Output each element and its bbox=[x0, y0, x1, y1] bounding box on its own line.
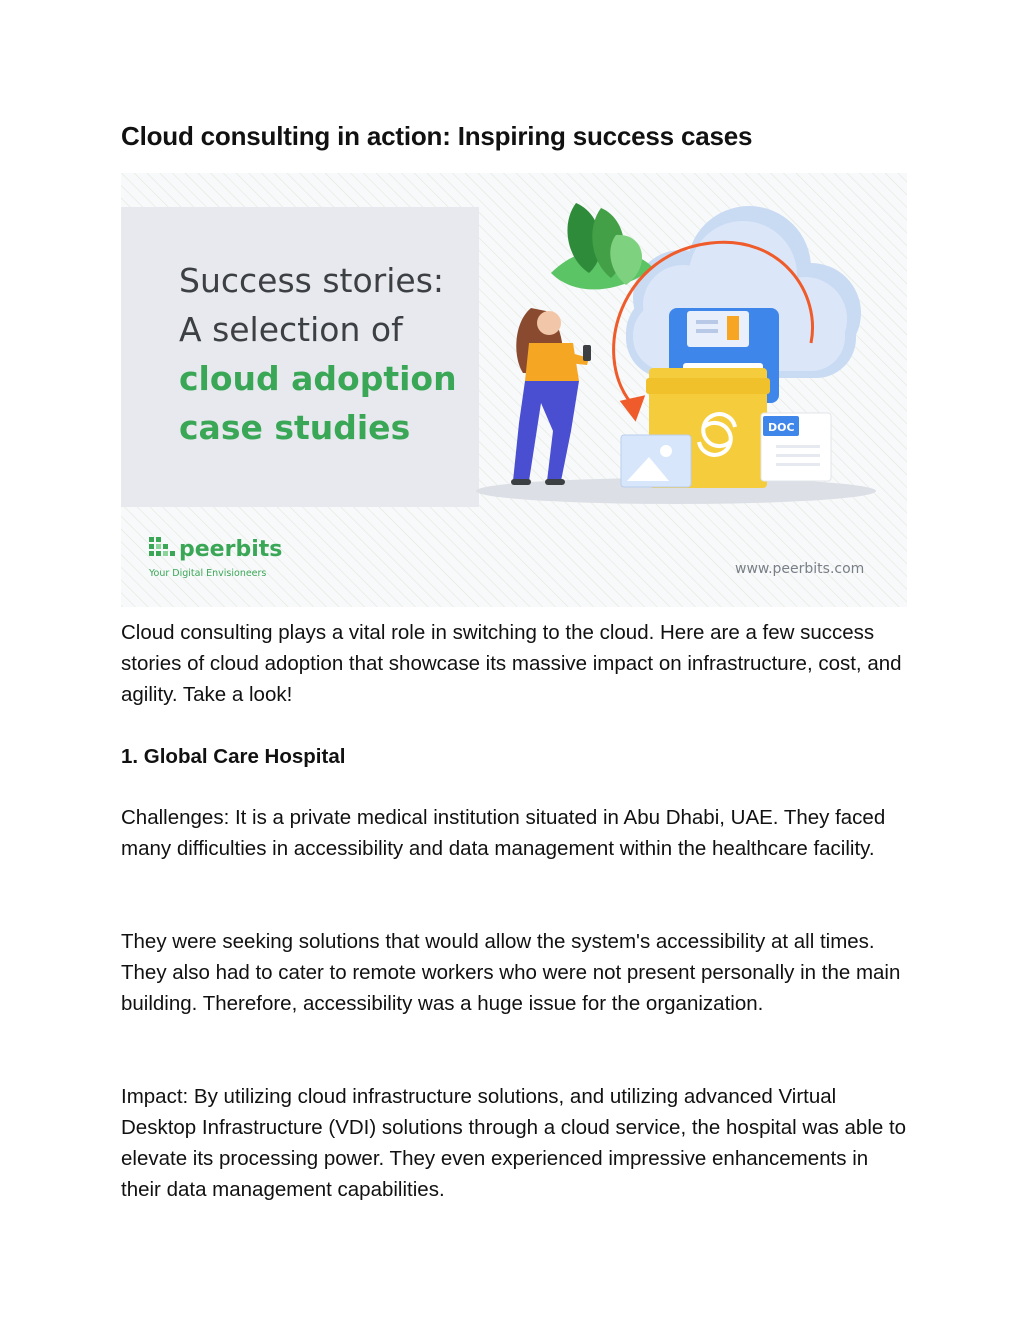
brand-name: peerbits bbox=[179, 537, 283, 562]
headline-panel bbox=[121, 207, 479, 507]
impact-paragraph: Impact: By utilizing cloud infrastructure solutions, and utilizing advanced Virtual Desktop Infrastructure (VDI) solutions through a cloud service, the hospital was able to elevate its processing power. They even experienced impressive enhancements in their data management capabilities. bbox=[121, 1085, 907, 1201]
intro-paragraph: Cloud consulting plays a vital role in switching to the cloud. Here are a few success stories of cloud adoption that showcase its massive impact on infrastructure, cost, and agility. Take a look! bbox=[121, 621, 902, 706]
banner-headline-line2: A selection of bbox=[179, 310, 403, 349]
brand-tagline: Your Digital Envisioneers bbox=[149, 568, 267, 579]
section-heading: 1. Global Care Hospital bbox=[121, 745, 346, 768]
seeking-paragraph: They were seeking solutions that would allow the system's accessibility at all times. They also had to cater to remote workers who were not present personally in the main building. Therefore, accessibility was a huge issue for the organization. bbox=[121, 930, 901, 1015]
image-icon bbox=[621, 435, 691, 487]
banner-image bbox=[121, 173, 907, 607]
challenges-paragraph: Challenges: It is a private medical institution situated in Abu Dhabi, UAE. They faced many difficulties in accessibility and data management within the healthcare facility. bbox=[121, 806, 886, 860]
banner-headline-line1: Success stories: bbox=[179, 261, 444, 300]
doc-label: DOC bbox=[768, 421, 795, 434]
document-title: Cloud consulting in action: Inspiring success cases bbox=[121, 121, 753, 151]
banner-headline-line3: cloud adoption bbox=[179, 359, 457, 398]
document-icon bbox=[761, 413, 831, 481]
banner-headline-line4: case studies bbox=[179, 408, 411, 447]
banner-website: www.peerbits.com bbox=[735, 561, 865, 577]
